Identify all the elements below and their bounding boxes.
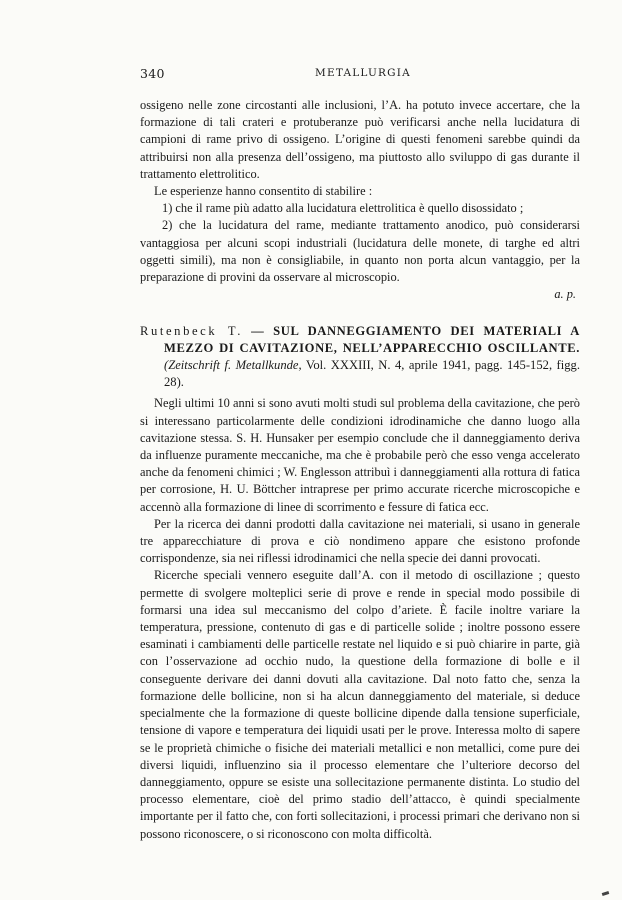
citation: Vol. XXXIII, N. 4, aprile 1941, pagg. 145-152, figg. 28). (164, 358, 580, 390)
article-heading (140, 323, 580, 391)
list-item: 2) che la lucidatura del rame, mediante trattamento anodico, può considerarsi vantaggiosa per alcuni scopi industriali (lucidatura delle monete, di targhe ed altri oggetti simili), ma non è consigliabile, in quanto non porta alcun vantaggio, per la preparazione di provini da osservare al microscopio. (140, 218, 580, 285)
article-title: — SUL DANNEGGIAMENTO DEI MATERIALI A MEZZO DI CAVITAZIONE, NELL’APPARECCHIO OSCILLANTE. (164, 324, 580, 356)
page-number: 340 (140, 66, 165, 81)
paragraph: Le esperienze hanno consentito di stabilire : (154, 184, 373, 199)
article-paragraph: Per la ricerca dei danni prodotti dalla cavitazione nei materiali, si usano in generale tre apparecchiature di prova e ciò nondimeno appare che esistono profonde corrispondenze, sia nei riflessi idrodinamici che nella specie dei danni provocati. (140, 516, 580, 566)
page-body (140, 97, 580, 843)
page-header (140, 66, 580, 84)
article-paragraph: Ricerche speciali vennero eseguite dall’A. con il metodo di oscillazione ; questo permette di svolgere molteplici serie di prove e rende in special modo possibile di formarsi una idea sul meccanismo del colpo d’ariete. È facile inoltre variare la temperatura, pressione, contenuto di gas e di particelle solide ; inoltre possono essere esaminati i cambiamenti delle particelle restate nel liquido e si può chiarire in parte, già con l’osservazione ad occhio nudo, la questione della formazione di bolle e il conseguente derivare dei danni dovuti alla cavitazione. Dal noto fatto che, senza la formazione delle bollicine, non si ha alcun danneggiamento del materiale, si deduce specialmente che la formazione di queste bollicine dipende dalla tensione superficiale, tensione di vapore e temperatura dei liquidi usati per le prove. Interessa molto di sapere se le proprietà chimiche o fisiche dei materiali metallici e non metallici, come pure dei diversi liquidi, influenzino sia il processo elementare che l’ulteriore decorso del danneggiamento, oppure se esiste una sollecitazione permanente distinta. Lo studio del processo elementare, cioè del primo stadio dell’attacco, è quindi specialmente importante per il fatto che, con forti sollecitazioni, i processi primari che derivano non si possono riconoscere, o si riconoscono con molta difficoltà. (140, 568, 580, 841)
journal-name: (Zeitschrift f. Metallkunde, (164, 358, 302, 373)
author-initials: a. p. (554, 287, 576, 302)
scan-mark (602, 891, 610, 896)
running-title: METALLURGIA (315, 67, 411, 79)
article-author: Rutenbeck T. (140, 324, 243, 339)
list-item: 1) che il rame più adatto alla lucidatura elettrolitica è quello disossidato ; (162, 201, 524, 216)
continued-paragraph: ossigeno nelle zone circostanti alle inclusioni, l’A. ha potuto invece accertare, che la formazione di tali crateri e protuberanze può verificarsi anche nella lucidatura di campioni di rame privo di ossigeno. L’origine di questi fenomeni sarebbe quindi da attribuirsi non alla presenza dell’ossigeno, ma piuttosto allo sviluppo di gas durante il trattamento elettrolitico. (140, 98, 580, 181)
article-paragraph: Negli ultimi 10 anni si sono avuti molti studi sul problema della cavitazione, che però si interessano particolarmente delle condizioni idrodinamiche che danno luogo alla cavitazione stessa. S. H. Hunsaker per esempio conclude che il danneggiamento deriva da influenze puramente meccaniche, ma che è probabile però che esso venga accelerato anche da fenomeni chimici ; W. Englesson attribuì i danneggiamenti alla rottura di fatica per corrosione, H. U. Böttcher intraprese per primo accurate ricerche microscopiche e accennò alla formazione di linee di scorrimento e fessure di fatica ecc. (140, 396, 580, 514)
